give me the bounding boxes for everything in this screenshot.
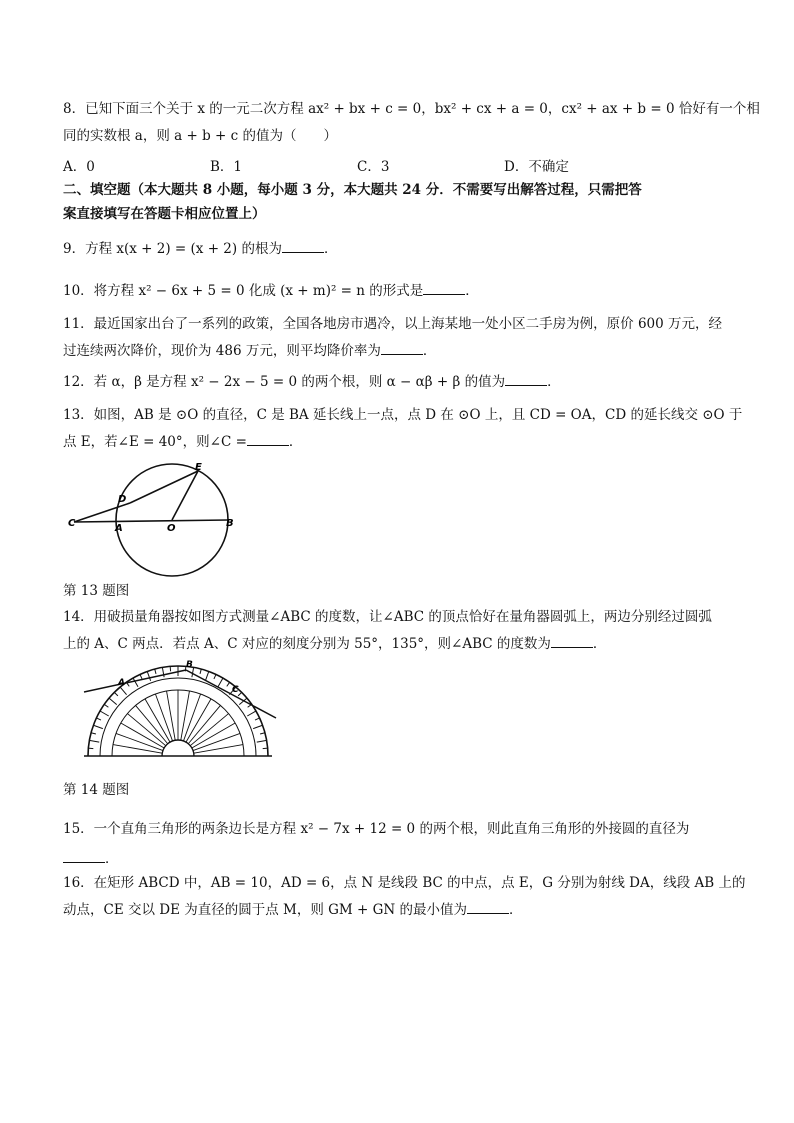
q15-end: ．	[105, 851, 119, 867]
protractor-tick	[114, 692, 118, 696]
line-cb	[74, 520, 228, 522]
protractor-tick	[120, 687, 126, 695]
protractor-tick	[255, 718, 260, 720]
label-b: B	[186, 660, 193, 670]
question-10	[63, 278, 735, 305]
protractor-tick	[89, 740, 99, 742]
figure-14-caption: 第 14 题图	[63, 782, 130, 798]
protractor-tick	[260, 733, 265, 734]
q13-line-1: 13．如图，AB 是 ⊙O 的直径，C 是 BA 延长线上一点，点 D 在 ⊙O 上，且 CD = OA，CD 的延长线交 ⊙O 于	[63, 407, 743, 423]
q11-answer-blank[interactable]	[381, 342, 423, 355]
protractor-spoke	[167, 691, 176, 740]
protractor-spoke	[194, 745, 243, 754]
q15-answer-blank[interactable]	[63, 850, 105, 863]
figure-13-caption: 第 13 题图	[63, 583, 130, 599]
q10-answer-blank[interactable]	[423, 282, 465, 295]
q13-end: ．	[288, 434, 303, 450]
protractor-spoke	[183, 694, 200, 741]
label-a: A	[115, 523, 123, 534]
q10-text: 10．将方程 x² − 6x + 5 = 0 化成 (x + m)² = n 的形式是	[63, 283, 424, 299]
protractor-tick	[238, 692, 242, 696]
protractor-tick	[93, 725, 102, 728]
protractor-spoke	[155, 694, 172, 741]
protractor-tick	[147, 671, 150, 680]
q9-text: 9．方程 x(x + 2) = (x + 2) 的根为	[63, 241, 282, 257]
q8-option-d[interactable]: D．不确定	[504, 159, 569, 175]
q13-line-2: 点 E，若∠E = 40°，则∠C =	[63, 434, 247, 450]
line-bc	[186, 670, 276, 718]
q13-answer-blank[interactable]	[247, 433, 289, 446]
question-13	[63, 402, 743, 456]
question-12	[63, 369, 735, 396]
protractor-tick	[247, 711, 256, 716]
q8-line-1: 8．已知下面三个关于 x 的一元二次方程 ax² + bx + c = 0，bx² + cx + a = 0，cx² + ax + b = 0 恰好有一个相	[63, 101, 760, 117]
protractor-tick	[96, 718, 101, 720]
question-8	[63, 96, 760, 150]
protractor-tick	[205, 671, 208, 680]
protractor-tick	[257, 740, 267, 742]
q10-end: ．	[465, 283, 479, 299]
section-2-heading	[63, 178, 735, 226]
protractor-spoke	[193, 733, 240, 750]
label-b: B	[226, 518, 234, 529]
q16-line-1: 16．在矩形 ABCD 中，AB = 10，AD = 6，点 N 是线段 BC 的中点，点 E，G 分别为射线 DA，线段 AB 上的	[63, 875, 746, 891]
line-oe	[172, 471, 198, 520]
q14-line-1: 14．用破损量角器按如图方式测量∠ABC 的度数，让∠ABC 的顶点恰好在量角器圆弧上，两边分别经过圆弧	[63, 609, 712, 625]
question-9	[63, 236, 735, 263]
q16-end: ．	[509, 902, 523, 918]
line-cd	[74, 503, 130, 522]
question-15	[63, 814, 735, 874]
line-ab	[84, 670, 186, 692]
label-e: E	[195, 462, 202, 473]
q12-answer-blank[interactable]	[505, 373, 547, 386]
protractor-tick	[100, 711, 109, 716]
protractor-icon	[84, 666, 272, 756]
protractor-spoke	[181, 691, 190, 740]
q11-line-1: 11．最近国家出台了一系列的政策，全国各地房市遇冷，以上海某地一处小区二手房为例，原价 600 万元，经	[63, 316, 723, 332]
q8-line-2: 同的实数根 a，则 a + b + c 的值为（ ）	[63, 128, 337, 144]
q8-option-b[interactable]: B．1	[210, 159, 243, 175]
protractor-tick	[253, 725, 262, 728]
protractor-tick	[200, 669, 201, 674]
protractor-tick	[140, 674, 142, 679]
q14-end: ．	[592, 636, 607, 652]
q11-line-2: 过连续两次降价，现价为 486 万元，则平均降价率为	[63, 343, 381, 359]
label-d: D	[118, 494, 127, 505]
section-2-line-1: 二、填空题（本大题共 8 小题，每小题 3 分，本大题共 24 分．不需要写出解答过程，只需把答	[63, 182, 642, 198]
label-a: A	[118, 678, 125, 688]
question-14	[63, 604, 735, 658]
protractor-tick	[133, 678, 138, 687]
question-11	[63, 311, 735, 365]
q8-options	[63, 156, 735, 178]
q12-text: 12．若 α，β 是方程 x² − 2x − 5 = 0 的两个根，则 α − αβ + β 的值为	[63, 374, 506, 390]
protractor-spoke	[116, 733, 163, 750]
q16-answer-blank[interactable]	[467, 901, 509, 914]
protractor-tick	[214, 674, 216, 679]
q14-answer-blank[interactable]	[551, 635, 593, 648]
q12-end: ．	[547, 374, 561, 390]
section-2-line-2: 案直接填写在答题卡相应位置上）	[63, 206, 266, 222]
protractor-tick	[218, 678, 223, 687]
figure-14-protractor-diagram	[62, 658, 282, 763]
line-de	[130, 471, 198, 503]
q8-option-a[interactable]: A．0	[63, 159, 95, 175]
protractor-spoke	[113, 745, 162, 754]
q9-answer-blank[interactable]	[282, 240, 324, 253]
protractor-tick	[109, 698, 117, 704]
protractor-tick	[104, 704, 108, 707]
protractor-tick	[155, 669, 156, 674]
q9-end: ．	[323, 241, 338, 257]
q14-line-2: 上的 A、C 两点．若点 A、C 对应的刻度分别为 55°，135°，则∠ABC 的度数为	[63, 636, 551, 652]
question-16	[63, 870, 746, 924]
protractor-tick	[91, 733, 96, 734]
label-c: C	[68, 518, 76, 529]
q16-line-2: 动点，CE 交以 DE 为直径的圆于点 M，则 GM + GN 的最小值为	[63, 902, 468, 918]
label-c: C	[232, 685, 239, 695]
figure-13-circle-diagram	[60, 460, 260, 580]
q15-line-1: 15．一个直角三角形的两条边长是方程 x² − 7x + 12 = 0 的两个根，则此直角三角形的外接圆的直径为	[63, 821, 690, 837]
q11-end: ．	[422, 343, 437, 359]
protractor-tick	[227, 682, 230, 686]
q8-option-c[interactable]: C．3	[357, 159, 390, 175]
label-o: O	[167, 523, 176, 534]
